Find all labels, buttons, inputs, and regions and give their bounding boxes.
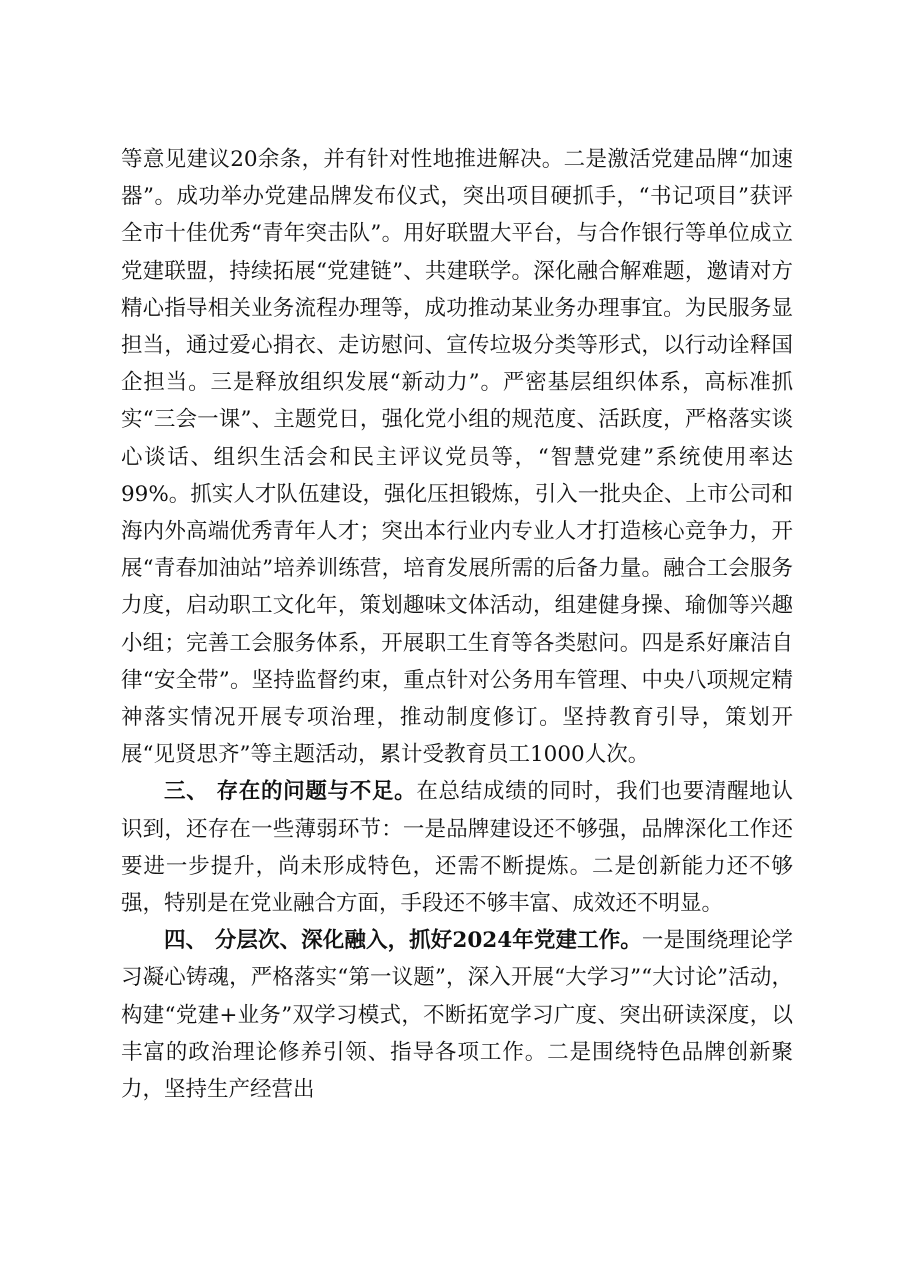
document-body — [121, 141, 793, 1108]
section-heading-problems: 三、 存在的问题与不足。 — [164, 779, 417, 805]
paragraph-plan-2024 — [121, 922, 793, 1108]
paragraph-text: 在总结成绩的同时，我们也要清醒地认识到，还存在一些薄弱环节：一是品牌建设还不够强，品牌深化工作还要进一步提升，尚未形成特色，还需不断提炼。二是创新能力还不够强，特别是在党业融合方面，手段还不够丰富、成效还不明显。 — [121, 779, 793, 917]
paragraph-problems — [121, 773, 793, 922]
paragraph-achievements — [121, 141, 793, 773]
paragraph-text: 等意见建议20余条，并有针对性地推进解决。二是激活党建品牌“加速器”。成功举办党建品牌发布仪式，突出项目硬抓手，“书记项目”获评全市十佳优秀“青年突击队”。用好联盟大平台，与合作银行等单位成立党建联盟，持续拓展“党建链”、共建联学。深化融合解难题，邀请对方精心指导相关业务流程办理等，成功推动某业务办理事宜。为民服务显担当，通过爱心捐衣、走访慰问、宣传垃圾分类等形式，以行动诠释国企担当。三是释放组织发展“新动力”。严密基层组织体系，高标准抓实“三会一课”、主题党日，强化党小组的规范度、活跃度，严格落实谈心谈话、组织生活会和民主评议党员等，“智慧党建”系统使用率达99%。抓实人才队伍建设，强化压担锻炼，引入一批央企、上市公司和海内外高端优秀青年人才；突出本行业内专业人才打造核心竞争力，开展“青春加油站”培养训练营，培育发展所需的后备力量。融合工会服务力度，启动职工文化年，策划趣味文体活动，组建健身操、瑜伽等兴趣小组；完善工会服务体系，开展职工生育等各类慰问。四是系好廉洁自律“安全带”。坚持监督约束，重点针对公务用车管理、中央八项规定精神落实情况开展专项治理，推动制度修订。坚持教育引导，策划开展“见贤思齐”等主题活动，累计受教育员工1000人次。 — [121, 147, 793, 768]
paragraph-text: 一是围绕理论学习凝心铸魂，严格落实“第一议题”，深入开展“大学习”“大讨论”活动，构建“党建+业务”双学习模式，不断拓宽学习广度、突出研读深度，以丰富的政治理论修养引领、指导各项工作。二是围绕特色品牌创新聚力，坚持生产经营出 — [121, 928, 793, 1103]
section-heading-plan-2024: 四、 分层次、深化融入，抓好2024年党建工作。 — [164, 928, 642, 954]
